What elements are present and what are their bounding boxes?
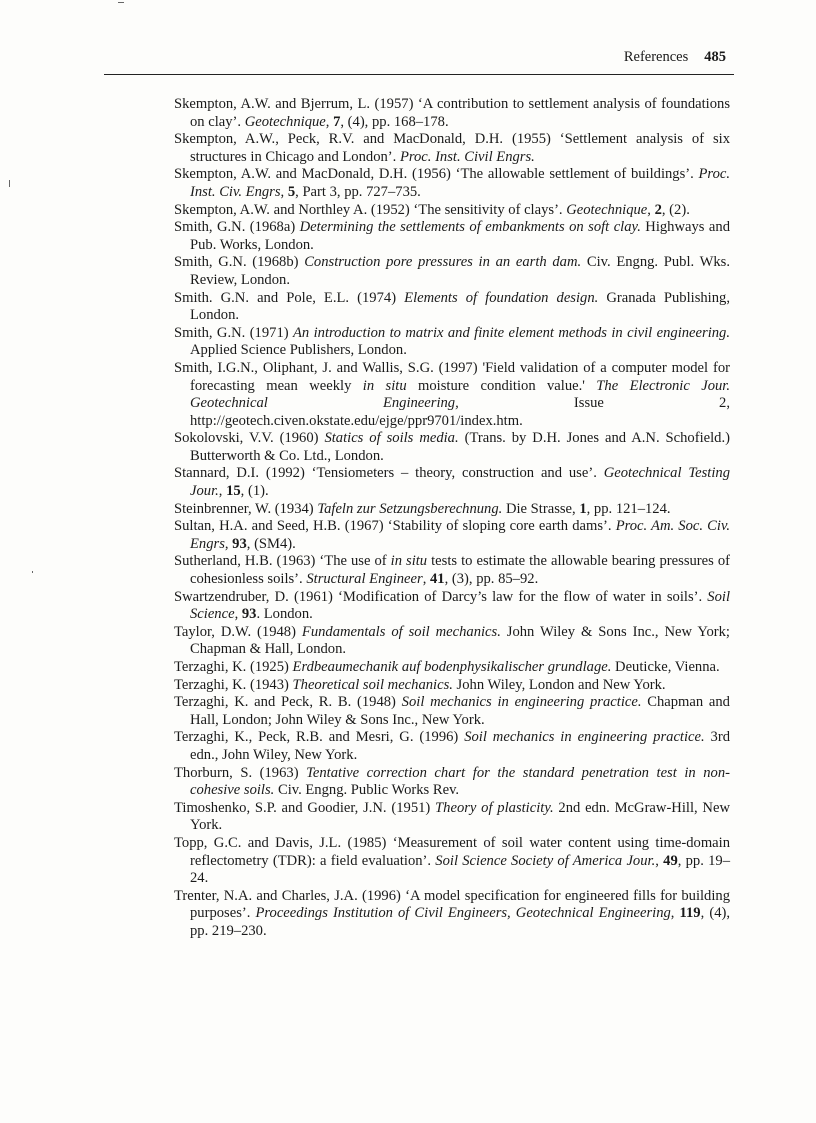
- reference-text: Highways and Pub. Works, London.: [190, 219, 730, 253]
- reference-text: Smith, G.N. (1968a): [174, 219, 300, 236]
- reference-entry: [174, 624, 730, 659]
- reference-title: Proc. Am. Soc. Civ. Engrs: [190, 518, 730, 552]
- reference-entry: [174, 553, 730, 588]
- reference-text: Terzaghi, K. (1943): [174, 676, 293, 693]
- reference-title: in situ: [390, 553, 428, 570]
- reference-volume: 7: [333, 113, 341, 130]
- reference-text: ,: [325, 113, 334, 130]
- reference-title: Geotechnique: [244, 113, 326, 130]
- reference-volume: 93: [241, 606, 257, 623]
- reference-text: ,: [655, 852, 664, 869]
- reference-title: Soil mechanics in engineering practice.: [464, 729, 705, 746]
- reference-volume: 41: [429, 571, 445, 588]
- reference-title: Geotechnical Testing Jour.: [190, 465, 730, 500]
- reference-text: Trenter, N.A. and Charles, J.A. (1996) ‘A model specification for engineered fills for building purposes’.: [174, 887, 730, 922]
- reference-text: Die Strasse,: [502, 500, 580, 517]
- reference-title: Erdbeaumechanik auf bodenphysikalischer grundlage.: [292, 659, 612, 675]
- reference-title: The Electronic Jour. Geotechnical Engineering,: [190, 377, 731, 412]
- reference-volume: 1: [579, 500, 587, 517]
- reference-text: tests to estimate the allowable bearing pressures of cohesionless soils’.: [190, 553, 730, 588]
- reference-text: 3rd edn., John Wiley, New York.: [190, 729, 730, 763]
- reference-entry: [174, 677, 730, 695]
- reference-volume: 5: [287, 183, 296, 200]
- reference-volume: 93: [232, 535, 247, 552]
- reference-text: Thorburn, S. (1963): [174, 764, 307, 781]
- reference-text: Skempton, A.W., Peck, R.V. and MacDonald, D.H. (1955) ‘Settlement analysis of six structures in Chicago and London’.: [174, 131, 730, 165]
- reference-entry: [174, 202, 730, 220]
- reference-text: ,: [280, 183, 288, 200]
- reference-text: moisture condition value.': [406, 377, 597, 394]
- reference-text: , (1).: [240, 483, 269, 500]
- reference-entry: [174, 694, 730, 729]
- reference-text: Topp, G.C. and Davis, J.L. (1985) ‘Measurement of soil water content using time-domain reflectometry (TDR): a field evaluation’.: [174, 834, 730, 869]
- reference-text: Sultan, H.A. and Seed, H.B. (1967) ‘Stability of sloping core earth dams’.: [174, 518, 616, 535]
- reference-text: , (SM4).: [246, 535, 296, 552]
- reference-title: Tentative correction chart for the standard penetration test in non-cohesive soils.: [190, 764, 730, 799]
- reference-entry: [174, 96, 730, 131]
- reference-text: , pp. 121–124.: [586, 500, 671, 517]
- reference-text: ,: [422, 571, 430, 588]
- reference-text: Skempton, A.W. and Northley A. (1952) ‘The sensitivity of clays’.: [174, 201, 567, 218]
- reference-text: Timoshenko, S.P. and Goodier, J.N. (1951): [174, 799, 436, 816]
- page-number: 485: [704, 49, 726, 65]
- reference-text: Issue 2, http://geotech.civen.okstate.edu/ejge/ppr9701/index.htm.: [190, 395, 730, 429]
- reference-text: Swartzendruber, D. (1961) ‘Modification of Darcy’s law for the flow of water in soils’.: [174, 588, 708, 605]
- reference-entry: [174, 835, 730, 888]
- scan-artifact: [118, 2, 124, 3]
- reference-title: Construction pore pressures in an earth dam.: [304, 254, 582, 271]
- reference-entry: [174, 465, 730, 500]
- reference-entry: [174, 501, 730, 519]
- reference-title: Structural Engineer: [306, 571, 423, 588]
- reference-entry: [174, 729, 730, 764]
- reference-text: Civ. Engng. Public Works Rev.: [274, 782, 460, 799]
- reference-text: Civ. Engng. Publ. Wks. Review, London.: [190, 254, 731, 288]
- reference-title: Theoretical soil mechanics.: [292, 676, 453, 693]
- reference-volume: 2: [654, 201, 662, 218]
- reference-title: Soil Science: [190, 588, 730, 623]
- reference-title: in situ: [362, 377, 407, 394]
- reference-text: ,: [670, 905, 680, 922]
- reference-title: Proc. Inst. Civ. Engrs: [190, 166, 730, 200]
- reference-entry: [174, 589, 730, 624]
- reference-text: Smith, I.G.N., Oliphant, J. and Wallis, S.G. (1997) 'Field validation of a computer model for forecasting mean weekly: [174, 359, 730, 394]
- reference-text: Applied Science Publishers, London.: [190, 342, 407, 359]
- reference-entry: [174, 325, 730, 360]
- reference-list: [174, 96, 730, 941]
- reference-text: (Trans. by D.H. Jones and A.N. Schofield.) Butterworth & Co. Ltd., London.: [190, 430, 730, 464]
- reference-title: Statics of soils media.: [324, 430, 459, 447]
- scan-artifact: [32, 571, 33, 573]
- reference-title: Soil Science Society of America Jour.: [435, 852, 656, 869]
- reference-text: , (4), pp. 168–178.: [340, 113, 449, 130]
- reference-text: Sokolovski, V.V. (1960): [174, 430, 325, 447]
- reference-text: , (2).: [661, 201, 690, 218]
- reference-entry: [174, 219, 730, 254]
- reference-title: Theory of plasticity.: [435, 799, 554, 816]
- reference-volume: 119: [679, 905, 701, 922]
- reference-entry: [174, 659, 730, 677]
- reference-text: Terzaghi, K., Peck, R.B. and Mesri, G. (1996): [174, 729, 465, 746]
- reference-title: Proc. Inst. Civil Engrs.: [399, 148, 535, 165]
- reference-volume: 15: [226, 483, 241, 500]
- reference-volume: 49: [663, 852, 678, 869]
- reference-text: Smith, G.N. (1968b): [174, 254, 305, 271]
- scan-artifact: [9, 180, 10, 187]
- reference-entry: [174, 290, 730, 325]
- reference-title: Elements of foundation design.: [404, 289, 599, 306]
- reference-title: Soil mechanics in engineering practice.: [401, 694, 642, 711]
- reference-entry: [174, 131, 730, 166]
- reference-text: Taylor, D.W. (1948): [174, 623, 302, 640]
- reference-text: ,: [234, 606, 242, 623]
- running-header: [104, 44, 734, 75]
- reference-text: Smith. G.N. and Pole, E.L. (1974): [174, 289, 405, 306]
- reference-text: Deuticke, Vienna.: [611, 659, 720, 675]
- reference-entry: [174, 430, 730, 465]
- reference-entry: [174, 166, 730, 201]
- reference-text: Granada Publishing, London.: [190, 289, 730, 324]
- reference-title: An introduction to matrix and finite element methods in civil engineering.: [293, 324, 730, 341]
- reference-title: Proceedings Institution of Civil Engineers, Geotechnical Engineering: [255, 905, 671, 922]
- reference-text: . London.: [256, 606, 313, 623]
- reference-text: Smith, G.N. (1971): [174, 324, 293, 341]
- reference-text: John Wiley & Sons Inc., New York; Chapman & Hall, London.: [190, 623, 730, 658]
- reference-entry: [174, 254, 730, 289]
- reference-entry: [174, 888, 730, 941]
- reference-title: Geotechnique: [566, 201, 648, 218]
- reference-title: Tafeln zur Setzungsberechnung.: [317, 500, 503, 517]
- reference-text: Terzaghi, K. and Peck, R. B. (1948): [174, 694, 402, 711]
- reference-entry: [174, 800, 730, 835]
- reference-text: ,: [218, 483, 227, 500]
- reference-title: Fundamentals of soil mechanics.: [301, 623, 501, 640]
- reference-text: Skempton, A.W. and MacDonald, D.H. (1956) ‘The allowable settlement of buildings’.: [174, 166, 699, 183]
- reference-text: Steinbrenner, W. (1934): [174, 500, 318, 517]
- reference-text: ,: [647, 201, 655, 218]
- reference-text: ,: [224, 535, 233, 552]
- reference-text: 2nd edn. McGraw-Hill, New York.: [190, 799, 730, 834]
- reference-text: Chapman and Hall, London; John Wiley & Sons Inc., New York.: [190, 694, 730, 728]
- reference-text: , pp. 19–24.: [190, 852, 731, 887]
- reference-text: John Wiley, London and New York.: [452, 676, 666, 693]
- reference-text: Terzaghi, K. (1925): [174, 659, 293, 675]
- reference-text: Skempton, A.W. and Bjerrum, L. (1957) ‘A contribution to settlement analysis of foundations on clay’.: [174, 96, 730, 130]
- reference-text: Sutherland, H.B. (1963) ‘The use of: [174, 553, 391, 570]
- reference-text: , Part 3, pp. 727–735.: [295, 183, 421, 200]
- reference-title: Determining the settlements of embankments on soft clay.: [299, 219, 641, 236]
- reference-entry: [174, 518, 730, 553]
- section-title: References: [623, 49, 689, 65]
- reference-text: , (3), pp. 85–92.: [444, 571, 539, 588]
- reference-entry: [174, 360, 730, 430]
- reference-entry: [174, 765, 730, 800]
- header-text: [624, 49, 726, 66]
- reference-text: , (4), pp. 219–230.: [190, 905, 730, 939]
- reference-text: Stannard, D.I. (1992) ‘Tensiometers – theory, construction and use’.: [174, 465, 604, 482]
